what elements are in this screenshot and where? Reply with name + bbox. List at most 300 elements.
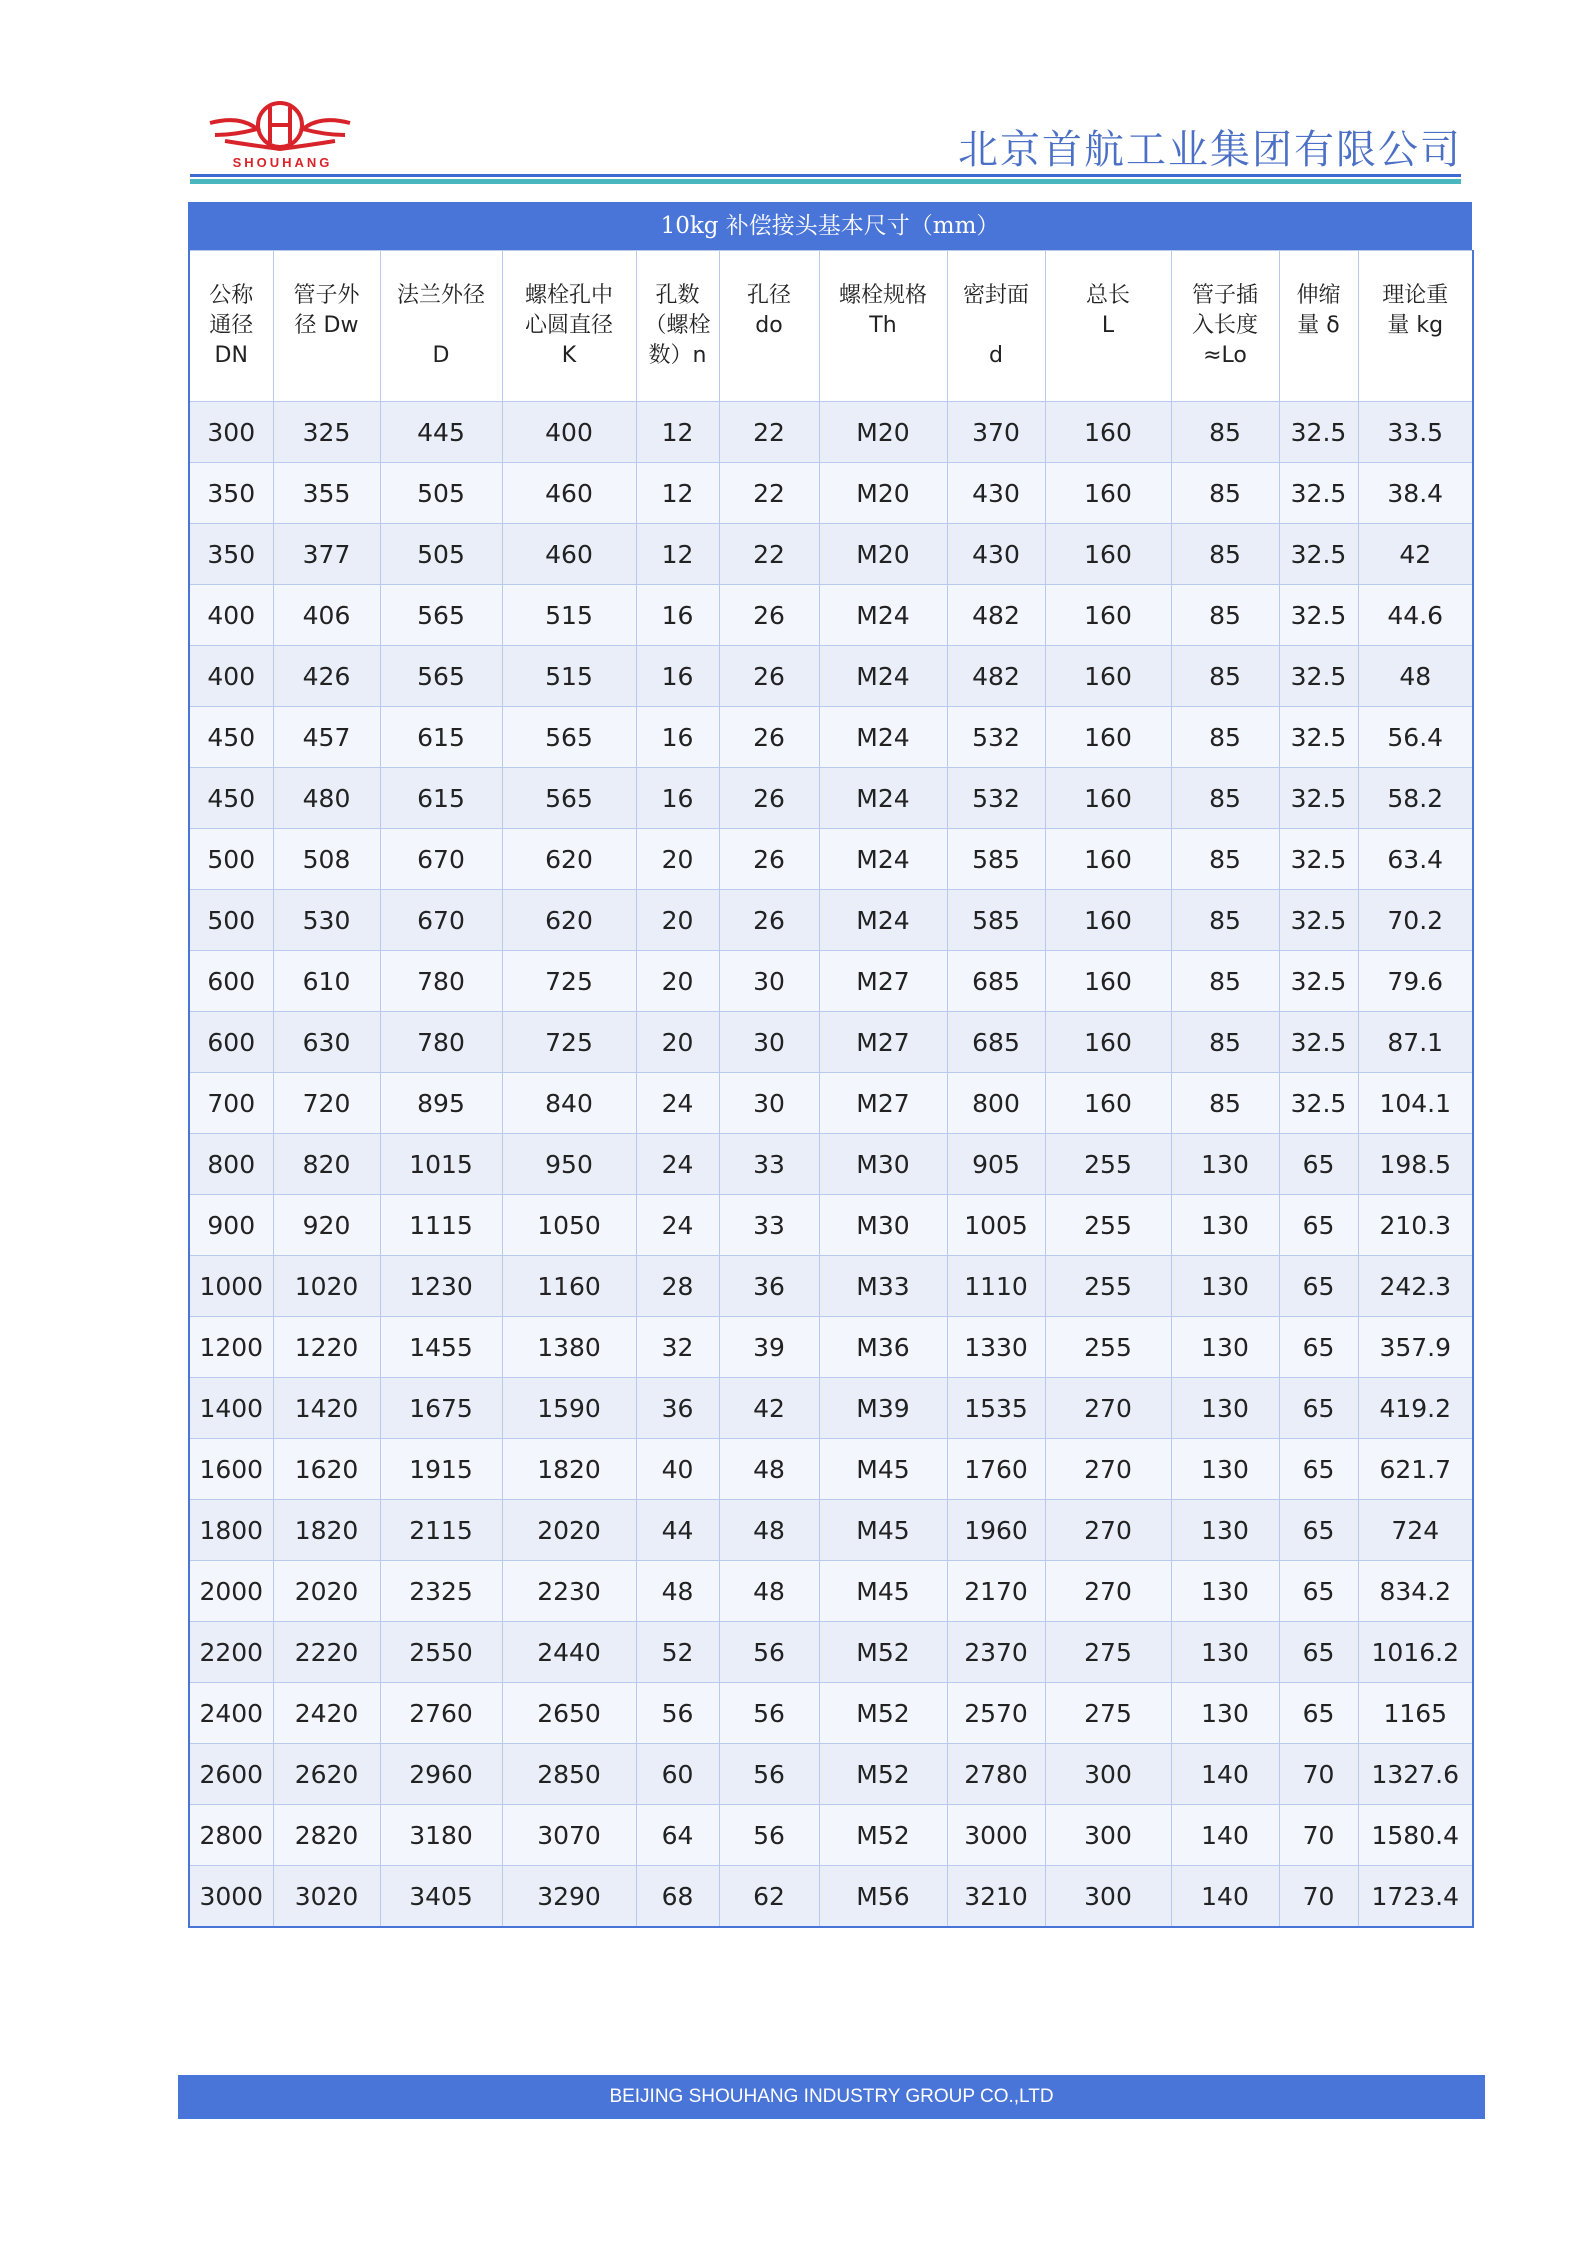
table-cell: 48 — [636, 1561, 719, 1622]
table-cell: 160 — [1045, 951, 1171, 1012]
dimension-table — [188, 250, 1474, 1928]
table-cell: 2020 — [273, 1561, 380, 1622]
table-cell: 725 — [502, 1012, 636, 1073]
table-cell: 900 — [189, 1195, 273, 1256]
table-row — [189, 1561, 1473, 1622]
table-cell: 42 — [1358, 524, 1473, 585]
table-cell: 32.5 — [1279, 1012, 1358, 1073]
table-cell: 1330 — [947, 1317, 1045, 1378]
table-cell: 85 — [1171, 646, 1279, 707]
table-row — [189, 951, 1473, 1012]
table-row — [189, 1622, 1473, 1683]
table-cell: 32.5 — [1279, 1073, 1358, 1134]
table-cell: 39 — [719, 1317, 819, 1378]
table-cell: 920 — [273, 1195, 380, 1256]
dimension-table-container — [188, 202, 1472, 1928]
table-cell: 1590 — [502, 1378, 636, 1439]
table-cell: M24 — [819, 707, 947, 768]
table-cell: 79.6 — [1358, 951, 1473, 1012]
table-cell: M30 — [819, 1195, 947, 1256]
table-cell: 58.2 — [1358, 768, 1473, 829]
table-cell: 450 — [189, 707, 273, 768]
table-cell: 32.5 — [1279, 585, 1358, 646]
table-cell: M45 — [819, 1500, 947, 1561]
column-header — [1358, 251, 1473, 402]
table-cell: 1620 — [273, 1439, 380, 1500]
table-cell: 895 — [380, 1073, 502, 1134]
table-cell: 275 — [1045, 1622, 1171, 1683]
table-cell: 670 — [380, 829, 502, 890]
column-header — [1279, 251, 1358, 402]
table-cell: 1165 — [1358, 1683, 1473, 1744]
table-cell: 400 — [189, 646, 273, 707]
column-header-line: 入长度 — [1191, 313, 1258, 338]
table-cell: 400 — [502, 402, 636, 463]
column-header-line: 螺栓规格 — [838, 283, 927, 308]
table-cell: 357.9 — [1358, 1317, 1473, 1378]
table-row — [189, 1256, 1473, 1317]
table-cell: 3000 — [189, 1866, 273, 1928]
table-cell: 685 — [947, 951, 1045, 1012]
table-cell: 12 — [636, 524, 719, 585]
table-cell: M45 — [819, 1561, 947, 1622]
table-cell: 565 — [380, 585, 502, 646]
table-cell: 32.5 — [1279, 646, 1358, 707]
table-cell: 36 — [636, 1378, 719, 1439]
table-cell: 585 — [947, 829, 1045, 890]
table-cell: 130 — [1171, 1256, 1279, 1317]
table-cell: 1015 — [380, 1134, 502, 1195]
table-row — [189, 585, 1473, 646]
table-cell: M20 — [819, 524, 947, 585]
footer-bar: BEIJING SHOUHANG INDUSTRY GROUP CO.,LTD — [178, 2075, 1485, 2119]
table-cell: 600 — [189, 951, 273, 1012]
table-cell: 500 — [189, 890, 273, 951]
column-header-line: 量 kg — [1387, 313, 1444, 338]
table-cell: 670 — [380, 890, 502, 951]
table-cell: 700 — [189, 1073, 273, 1134]
table-cell: 40 — [636, 1439, 719, 1500]
table-cell: 300 — [1045, 1805, 1171, 1866]
table-cell: 3210 — [947, 1866, 1045, 1928]
table-cell: 1200 — [189, 1317, 273, 1378]
logo-wordmark: SHOUHANG — [232, 155, 333, 170]
table-row — [189, 463, 1473, 524]
table-row — [189, 1317, 1473, 1378]
table-cell: 2850 — [502, 1744, 636, 1805]
table-cell: 56 — [719, 1805, 819, 1866]
column-header-line: 通径 — [209, 313, 254, 338]
table-cell: 2620 — [273, 1744, 380, 1805]
table-cell: 2650 — [502, 1683, 636, 1744]
table-cell: 130 — [1171, 1134, 1279, 1195]
table-cell: 65 — [1279, 1317, 1358, 1378]
table-cell: 140 — [1171, 1866, 1279, 1928]
table-cell: 85 — [1171, 1012, 1279, 1073]
table-cell: M24 — [819, 829, 947, 890]
table-cell: 1580.4 — [1358, 1805, 1473, 1866]
table-cell: 1005 — [947, 1195, 1045, 1256]
table-cell: 160 — [1045, 402, 1171, 463]
table-cell: 565 — [380, 646, 502, 707]
column-header — [819, 251, 947, 402]
table-cell: M27 — [819, 951, 947, 1012]
table-cell: 48 — [719, 1500, 819, 1561]
table-cell: M45 — [819, 1439, 947, 1500]
table-cell: 62 — [719, 1866, 819, 1928]
table-cell: 2800 — [189, 1805, 273, 1866]
table-cell: 33 — [719, 1134, 819, 1195]
table-cell: 1000 — [189, 1256, 273, 1317]
table-cell: 48 — [719, 1561, 819, 1622]
table-cell: 530 — [273, 890, 380, 951]
table-cell: 24 — [636, 1195, 719, 1256]
table-cell: 160 — [1045, 585, 1171, 646]
table-row — [189, 1378, 1473, 1439]
table-cell: 270 — [1045, 1439, 1171, 1500]
table-cell: 505 — [380, 524, 502, 585]
table-cell: 2420 — [273, 1683, 380, 1744]
table-cell: M20 — [819, 463, 947, 524]
table-cell: 32.5 — [1279, 829, 1358, 890]
table-title: 10kg 补偿接头基本尺寸（mm） — [188, 202, 1472, 250]
table-row — [189, 1683, 1473, 1744]
column-header-line: 管子外 — [293, 283, 360, 308]
table-cell: 12 — [636, 402, 719, 463]
table-cell: 480 — [273, 768, 380, 829]
table-cell: 2000 — [189, 1561, 273, 1622]
table-cell: 370 — [947, 402, 1045, 463]
table-cell: 64 — [636, 1805, 719, 1866]
table-cell: 160 — [1045, 524, 1171, 585]
table-cell: 615 — [380, 707, 502, 768]
column-header-line: 公称 — [209, 283, 254, 308]
table-cell: 70.2 — [1358, 890, 1473, 951]
table-cell: 1115 — [380, 1195, 502, 1256]
table-cell: 430 — [947, 524, 1045, 585]
table-cell: 457 — [273, 707, 380, 768]
table-cell: 65 — [1279, 1561, 1358, 1622]
table-cell: 1760 — [947, 1439, 1045, 1500]
table-cell: M33 — [819, 1256, 947, 1317]
table-cell: 22 — [719, 402, 819, 463]
table-cell: 26 — [719, 768, 819, 829]
table-cell: 26 — [719, 707, 819, 768]
table-cell: 20 — [636, 890, 719, 951]
table-cell: M56 — [819, 1866, 947, 1928]
table-cell: 160 — [1045, 829, 1171, 890]
column-header — [947, 251, 1045, 402]
table-cell: 565 — [502, 707, 636, 768]
table-cell: 32 — [636, 1317, 719, 1378]
table-cell: 32.5 — [1279, 524, 1358, 585]
table-cell: 1535 — [947, 1378, 1045, 1439]
table-row — [189, 1866, 1473, 1928]
table-cell: 406 — [273, 585, 380, 646]
table-cell: 615 — [380, 768, 502, 829]
table-cell: 419.2 — [1358, 1378, 1473, 1439]
table-cell: 16 — [636, 646, 719, 707]
table-cell: 1800 — [189, 1500, 273, 1561]
table-cell: 685 — [947, 1012, 1045, 1073]
table-cell: 32.5 — [1279, 951, 1358, 1012]
column-header-line: 径 Dw — [294, 313, 359, 338]
table-row — [189, 1439, 1473, 1500]
table-cell: 26 — [719, 890, 819, 951]
table-row — [189, 1073, 1473, 1134]
table-cell: M20 — [819, 402, 947, 463]
table-cell: 85 — [1171, 829, 1279, 890]
table-cell: 1160 — [502, 1256, 636, 1317]
table-cell: 56 — [719, 1622, 819, 1683]
table-cell: 255 — [1045, 1317, 1171, 1378]
column-header-line: 伸缩 — [1296, 283, 1341, 308]
table-cell: 300 — [1045, 1866, 1171, 1928]
table-cell: 400 — [189, 585, 273, 646]
table-cell: 42 — [719, 1378, 819, 1439]
table-cell: 270 — [1045, 1561, 1171, 1622]
table-cell: 85 — [1171, 585, 1279, 646]
table-header-row — [189, 251, 1473, 402]
table-cell: 65 — [1279, 1683, 1358, 1744]
table-cell: 70 — [1279, 1744, 1358, 1805]
column-header-line: 密封面 — [962, 283, 1029, 308]
table-cell: 85 — [1171, 1073, 1279, 1134]
table-cell: 3000 — [947, 1805, 1045, 1866]
table-cell: 585 — [947, 890, 1045, 951]
table-cell: 460 — [502, 463, 636, 524]
table-cell: 621.7 — [1358, 1439, 1473, 1500]
table-cell: 65 — [1279, 1256, 1358, 1317]
table-cell: 85 — [1171, 402, 1279, 463]
table-cell: 32.5 — [1279, 402, 1358, 463]
table-row — [189, 890, 1473, 951]
table-cell: 160 — [1045, 768, 1171, 829]
column-header-line: do — [755, 313, 783, 338]
table-cell: M24 — [819, 768, 947, 829]
table-cell: 905 — [947, 1134, 1045, 1195]
table-cell: 1455 — [380, 1317, 502, 1378]
table-cell: 30 — [719, 1073, 819, 1134]
column-header-line: L — [1101, 313, 1115, 338]
table-cell: 2960 — [380, 1744, 502, 1805]
table-cell: 1380 — [502, 1317, 636, 1378]
table-cell: 30 — [719, 1012, 819, 1073]
column-header — [1171, 251, 1279, 402]
table-cell: 565 — [502, 768, 636, 829]
column-header-line: （螺栓 — [644, 313, 711, 338]
table-cell: 630 — [273, 1012, 380, 1073]
table-cell: 1110 — [947, 1256, 1045, 1317]
table-cell: 26 — [719, 585, 819, 646]
table-cell: 3070 — [502, 1805, 636, 1866]
table-cell: 1220 — [273, 1317, 380, 1378]
table-cell: 24 — [636, 1134, 719, 1195]
table-cell: 780 — [380, 1012, 502, 1073]
table-cell: M39 — [819, 1378, 947, 1439]
table-cell: 1400 — [189, 1378, 273, 1439]
table-cell: 52 — [636, 1622, 719, 1683]
table-cell: 16 — [636, 768, 719, 829]
table-cell: 65 — [1279, 1500, 1358, 1561]
table-cell: 56 — [636, 1683, 719, 1744]
table-cell: 2440 — [502, 1622, 636, 1683]
table-cell: 130 — [1171, 1195, 1279, 1256]
table-cell: 56 — [719, 1683, 819, 1744]
table-cell: 2200 — [189, 1622, 273, 1683]
table-cell: 2170 — [947, 1561, 1045, 1622]
table-cell: 20 — [636, 1012, 719, 1073]
table-cell: 26 — [719, 646, 819, 707]
table-cell: 44 — [636, 1500, 719, 1561]
table-cell: 130 — [1171, 1561, 1279, 1622]
table-cell: 56.4 — [1358, 707, 1473, 768]
table-cell: 1675 — [380, 1378, 502, 1439]
table-cell: 85 — [1171, 524, 1279, 585]
table-cell: 130 — [1171, 1500, 1279, 1561]
column-header — [502, 251, 636, 402]
column-header-line: 理论重 — [1382, 283, 1449, 308]
table-row — [189, 707, 1473, 768]
table-cell: 65 — [1279, 1134, 1358, 1195]
table-cell: 32.5 — [1279, 890, 1358, 951]
table-cell: 355 — [273, 463, 380, 524]
table-cell: 1050 — [502, 1195, 636, 1256]
table-cell: 33.5 — [1358, 402, 1473, 463]
table-cell: 36 — [719, 1256, 819, 1317]
table-cell: 65 — [1279, 1439, 1358, 1500]
table-cell: 270 — [1045, 1378, 1171, 1439]
table-cell: M52 — [819, 1622, 947, 1683]
table-cell: 130 — [1171, 1317, 1279, 1378]
table-cell: M36 — [819, 1317, 947, 1378]
table-cell: 160 — [1045, 890, 1171, 951]
table-cell: 724 — [1358, 1500, 1473, 1561]
table-cell: 65 — [1279, 1378, 1358, 1439]
table-cell: 1915 — [380, 1439, 502, 1500]
table-cell: 85 — [1171, 463, 1279, 524]
table-row — [189, 524, 1473, 585]
table-cell: 325 — [273, 402, 380, 463]
table-cell: 28 — [636, 1256, 719, 1317]
table-cell: 834.2 — [1358, 1561, 1473, 1622]
table-cell: 2820 — [273, 1805, 380, 1866]
table-cell: 1723.4 — [1358, 1866, 1473, 1928]
table-cell: 2020 — [502, 1500, 636, 1561]
table-row — [189, 646, 1473, 707]
table-cell: M27 — [819, 1012, 947, 1073]
table-cell: 2370 — [947, 1622, 1045, 1683]
table-cell: 44.6 — [1358, 585, 1473, 646]
table-cell: 532 — [947, 768, 1045, 829]
table-cell: 70 — [1279, 1805, 1358, 1866]
table-cell: 130 — [1171, 1622, 1279, 1683]
table-cell: 500 — [189, 829, 273, 890]
table-row — [189, 1134, 1473, 1195]
table-cell: 2325 — [380, 1561, 502, 1622]
column-header-line: 法兰外径 — [396, 283, 485, 308]
table-cell: 255 — [1045, 1134, 1171, 1195]
table-cell: 85 — [1171, 707, 1279, 768]
table-cell: M52 — [819, 1683, 947, 1744]
table-cell: 20 — [636, 951, 719, 1012]
table-cell: 505 — [380, 463, 502, 524]
table-cell: 800 — [947, 1073, 1045, 1134]
table-cell: 255 — [1045, 1195, 1171, 1256]
column-header — [189, 251, 273, 402]
table-cell: 198.5 — [1358, 1134, 1473, 1195]
table-cell: 840 — [502, 1073, 636, 1134]
table-cell: 515 — [502, 585, 636, 646]
table-cell: 160 — [1045, 646, 1171, 707]
column-header-line: 总长 — [1085, 283, 1130, 308]
table-cell: 2230 — [502, 1561, 636, 1622]
column-header-line: DN — [214, 343, 248, 368]
column-header — [380, 251, 502, 402]
table-cell: 2780 — [947, 1744, 1045, 1805]
table-row — [189, 768, 1473, 829]
table-cell: 160 — [1045, 707, 1171, 768]
header-rule-blue — [190, 174, 1461, 177]
table-cell: 38.4 — [1358, 463, 1473, 524]
table-cell: 532 — [947, 707, 1045, 768]
table-cell: 620 — [502, 829, 636, 890]
table-cell: 2760 — [380, 1683, 502, 1744]
table-cell: 1960 — [947, 1500, 1045, 1561]
table-cell: 2220 — [273, 1622, 380, 1683]
table-cell: 48 — [1358, 646, 1473, 707]
table-cell: 160 — [1045, 1012, 1171, 1073]
table-cell: 350 — [189, 524, 273, 585]
table-row — [189, 1012, 1473, 1073]
table-cell: 104.1 — [1358, 1073, 1473, 1134]
column-header-line: d — [989, 343, 1003, 368]
table-cell: 725 — [502, 951, 636, 1012]
table-cell: 30 — [719, 951, 819, 1012]
column-header — [273, 251, 380, 402]
table-cell: 85 — [1171, 890, 1279, 951]
table-cell: 160 — [1045, 463, 1171, 524]
table-cell: 85 — [1171, 768, 1279, 829]
table-cell: 1600 — [189, 1439, 273, 1500]
table-cell: 3405 — [380, 1866, 502, 1928]
table-cell: M52 — [819, 1744, 947, 1805]
column-header — [1045, 251, 1171, 402]
table-cell: 450 — [189, 768, 273, 829]
table-cell: 2570 — [947, 1683, 1045, 1744]
table-cell: 12 — [636, 463, 719, 524]
table-cell: 65 — [1279, 1195, 1358, 1256]
table-cell: 1230 — [380, 1256, 502, 1317]
table-cell: 515 — [502, 646, 636, 707]
table-cell: 600 — [189, 1012, 273, 1073]
table-cell: 620 — [502, 890, 636, 951]
table-cell: 2600 — [189, 1744, 273, 1805]
table-cell: 270 — [1045, 1500, 1171, 1561]
column-header-line: K — [561, 343, 577, 368]
table-cell: 32.5 — [1279, 707, 1358, 768]
table-cell: 63.4 — [1358, 829, 1473, 890]
table-cell: 460 — [502, 524, 636, 585]
table-cell: 3290 — [502, 1866, 636, 1928]
table-cell: 70 — [1279, 1866, 1358, 1928]
table-cell: 482 — [947, 646, 1045, 707]
table-cell: 2550 — [380, 1622, 502, 1683]
table-cell: 16 — [636, 707, 719, 768]
column-header-line: 心圆直径 — [524, 313, 613, 338]
table-cell: 275 — [1045, 1683, 1171, 1744]
table-cell: 482 — [947, 585, 1045, 646]
